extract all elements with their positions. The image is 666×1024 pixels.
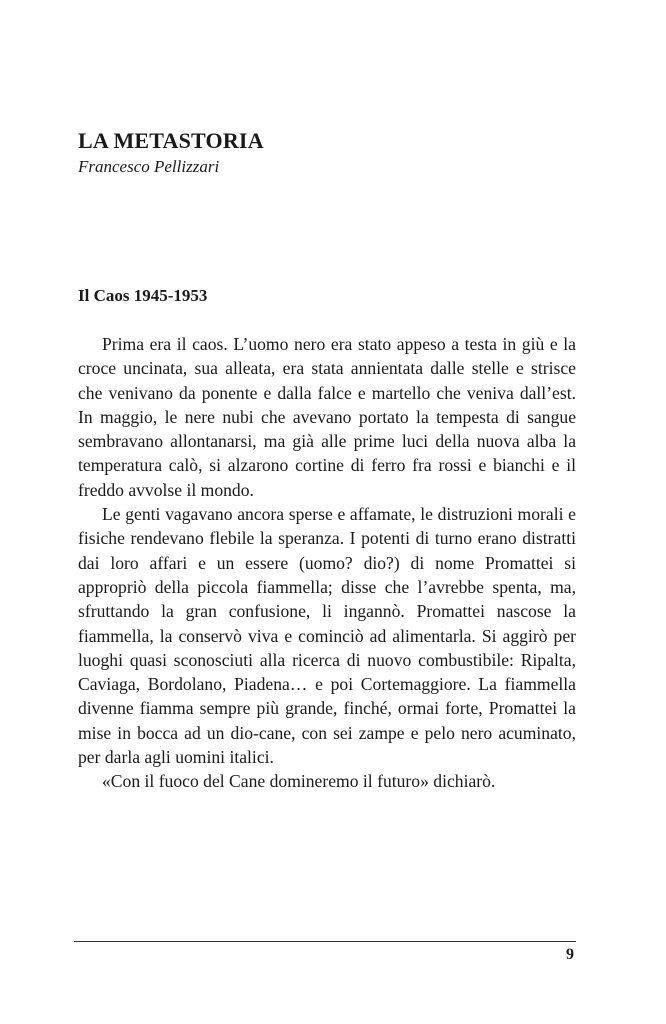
section-heading: Il Caos 1945-1953: [78, 286, 208, 305]
footer-divider: [74, 941, 576, 942]
paragraph: Le genti vagavano ancora sperse e affamate, le distruzioni morali e fisiche rendevano flebile la speranza. I potenti di turno erano distratti dai loro affari e un essere (uomo? dio?) di nome Promattei si appropriò della piccola fiammella; disse che l’avrebbe spenta, ma, sfruttando la gran confusione, li ingannò. Promattei nascose la fiammella, la conservò viva e cominciò ad alimentarla. Si aggirò per luoghi quasi sconosciuti alla ricerca di nuovo combustibile: Ripalta, Caviaga, Bordolano, Piadena… e poi Cortemaggiore. La fiammella divenne fiamma sempre più grande, finché, ormai forte, Promattei la mise in bocca ad un dio-cane, con sei zampe e pelo nero acuminato, per darla agli uomini italici.: [78, 504, 576, 768]
page-number: 9: [566, 946, 574, 963]
paragraph: Prima era il caos. L’uomo nero era stato appeso a testa in giù e la croce uncinata, sua alleata, era stata annientata dalle stelle e strisce che venivano da ponente e dalla falce e martello che veniva dall’est. In maggio, le nere nubi che avevano portato la tempesta di sangue sembravano allontanarsi, ma già alle prime luci della nuova alba la temperatura calò, si alzarono cortine di ferro fra rossi e bianchi e il freddo avvolse il mondo.: [78, 334, 576, 500]
paragraph: «Con il fuoco del Cane domineremo il futuro» dichiarò.: [102, 771, 496, 792]
chapter-title: LA METASTORIA: [78, 128, 264, 153]
chapter-header: [78, 126, 578, 178]
author-name: Francesco Pellizzari: [78, 157, 220, 176]
body-text: [78, 332, 576, 794]
